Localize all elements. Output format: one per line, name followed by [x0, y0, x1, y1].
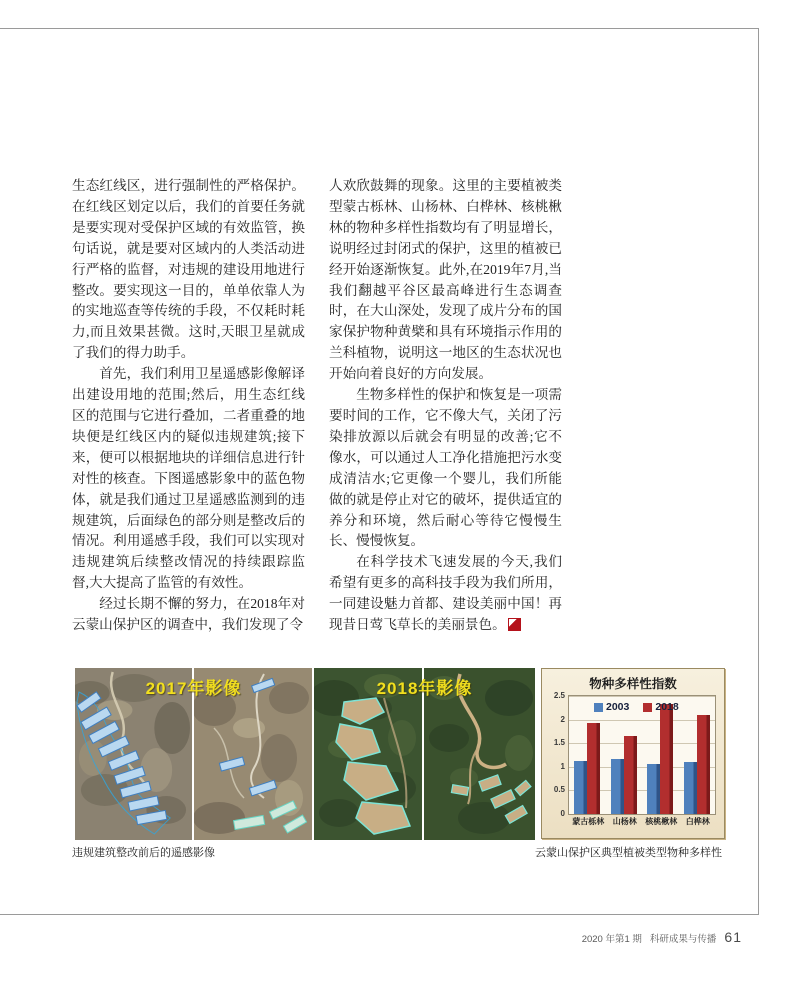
legend-item-2003: 2003 — [594, 701, 629, 713]
paragraph: 生物多样性的保护和恢复是一项需要时间的工作，它不像大气，关闭了污染排放源以后就会有明显的改善;它不像水，可以通过人工净化措施把污水变成清洁水;它更像一个婴儿，我们所能做的就是停止对它的破坏，提供适宜的养分和环境，然后耐心等待它慢慢生长、慢慢恢复。 — [329, 387, 562, 549]
bar-group — [574, 723, 600, 814]
article-end-icon — [509, 619, 520, 630]
x-axis-label: 白桦林 — [685, 817, 710, 826]
bar-2003-核桃楸林 — [647, 764, 660, 814]
legend-item-2018: 2018 — [643, 701, 678, 713]
bar-group — [611, 736, 637, 814]
x-axis-label: 山杨林 — [612, 817, 637, 826]
page-footer — [582, 929, 742, 945]
paragraph: 首先，我们利用卫星遥感影像解译出建设用地的范围;然后，用生态红线区的范围与它进行叠加，二者重叠的地块便是红线区内的疑似违规建筑;接下来，便可以根据地块的详细信息进行针对性的核查。下图遥感影象中的蓝色物体，就是我们通过卫星遥感监测到的违规建筑，后面绿色的部分则是整改后的情况。利用遥感手段，我们可以实现对违规建筑后续整改情况的持续跟踪监督,大大提高了监管的有效性。 — [72, 366, 305, 591]
x-axis-label: 蒙古栎林 — [572, 817, 605, 826]
y-axis-tick: 2.5 — [553, 691, 565, 700]
bar-2003-山杨林 — [611, 759, 624, 814]
text-column-right — [329, 176, 562, 636]
footer-page-number: 61 — [724, 929, 742, 945]
bar-group — [684, 715, 710, 814]
figure-strip — [0, 668, 793, 840]
bar-2018-核桃楸林 — [660, 704, 673, 814]
paragraph: 在科学技术飞速发展的今天,我们希望有更多的高科技手段为我们所用，一同建设魅力首都、建设美丽中国！再现昔日莺飞草长的美丽景色。 — [329, 554, 562, 633]
footer-issue: 2020 年第1 期 — [581, 934, 642, 945]
text-column-left — [72, 176, 305, 636]
y-axis-tick: 2 — [560, 714, 565, 724]
y-axis-tick: 1.5 — [553, 738, 565, 748]
legend-swatch-icon — [643, 703, 652, 712]
chart-plot-area — [568, 695, 716, 815]
satellite-figure-2017 — [75, 668, 312, 840]
caption-satellite-figure: 违规建筑整改前后的遥感影像 — [72, 847, 215, 859]
bar-2018-山杨林 — [624, 736, 637, 814]
y-axis-tick: 0.5 — [553, 785, 565, 795]
chart-x-axis-labels — [568, 816, 714, 827]
legend-swatch-icon — [594, 703, 603, 712]
paragraph: 经过长期不懈的努力，在2018年对云蒙山保护区的调查中，我们发现了令 — [72, 596, 305, 633]
paragraph: 人欢欣鼓舞的现象。这里的主要植被类型蒙古栎林、山杨林、白桦林、核桃楸林的物种多样性指数均有了明显增长，说明经过封闭式的保护，这里的植被已经开始逐渐恢复。此外,在2019年7月,当我们翻越平谷区最高峰进行生态调查时，在大山深处，发现了成片分布的国家保护物种黄檗和具有环境指示作用的兰科植物，说明这一地区的生态状况也开始向着良好的方向发展。 — [329, 178, 562, 382]
bar-group — [647, 704, 673, 814]
bar-2018-白桦林 — [697, 715, 710, 814]
caption-chart-figure: 云蒙山保护区典型植被类型物种多样性 — [535, 847, 722, 859]
bar-2003-蒙古栎林 — [574, 761, 587, 814]
x-axis-label: 核桃楸林 — [645, 817, 678, 826]
footer-journal: 科研成果与传播 — [649, 934, 717, 945]
chart-legend — [594, 701, 679, 713]
bar-2018-蒙古栎林 — [587, 723, 600, 814]
figure-label-2017: 2017年影像 — [145, 679, 242, 698]
y-axis-tick: 1 — [560, 761, 565, 771]
y-axis-tick: 0 — [560, 809, 565, 818]
figure-label-2018: 2018年影像 — [376, 679, 473, 698]
satellite-figure-2018 — [314, 668, 535, 840]
bar-2003-白桦林 — [684, 762, 697, 814]
species-diversity-chart — [541, 668, 725, 839]
chart-title: 物种多样性指数 — [589, 677, 677, 691]
paragraph: 生态红线区，进行强制性的严格保护。在红线区划定以后，我们的首要任务就是要实现对受保护区域的有效监管，换句话说，就是要对区域内的人类活动进行严格的监督，对违规的建设用地进行整改。要实现这一目的，单单依靠人为的实地巡查等传统的手段，不仅耗时耗力,而且效果甚微。这时,天眼卫星就成了我们的得力助手。 — [72, 178, 305, 361]
